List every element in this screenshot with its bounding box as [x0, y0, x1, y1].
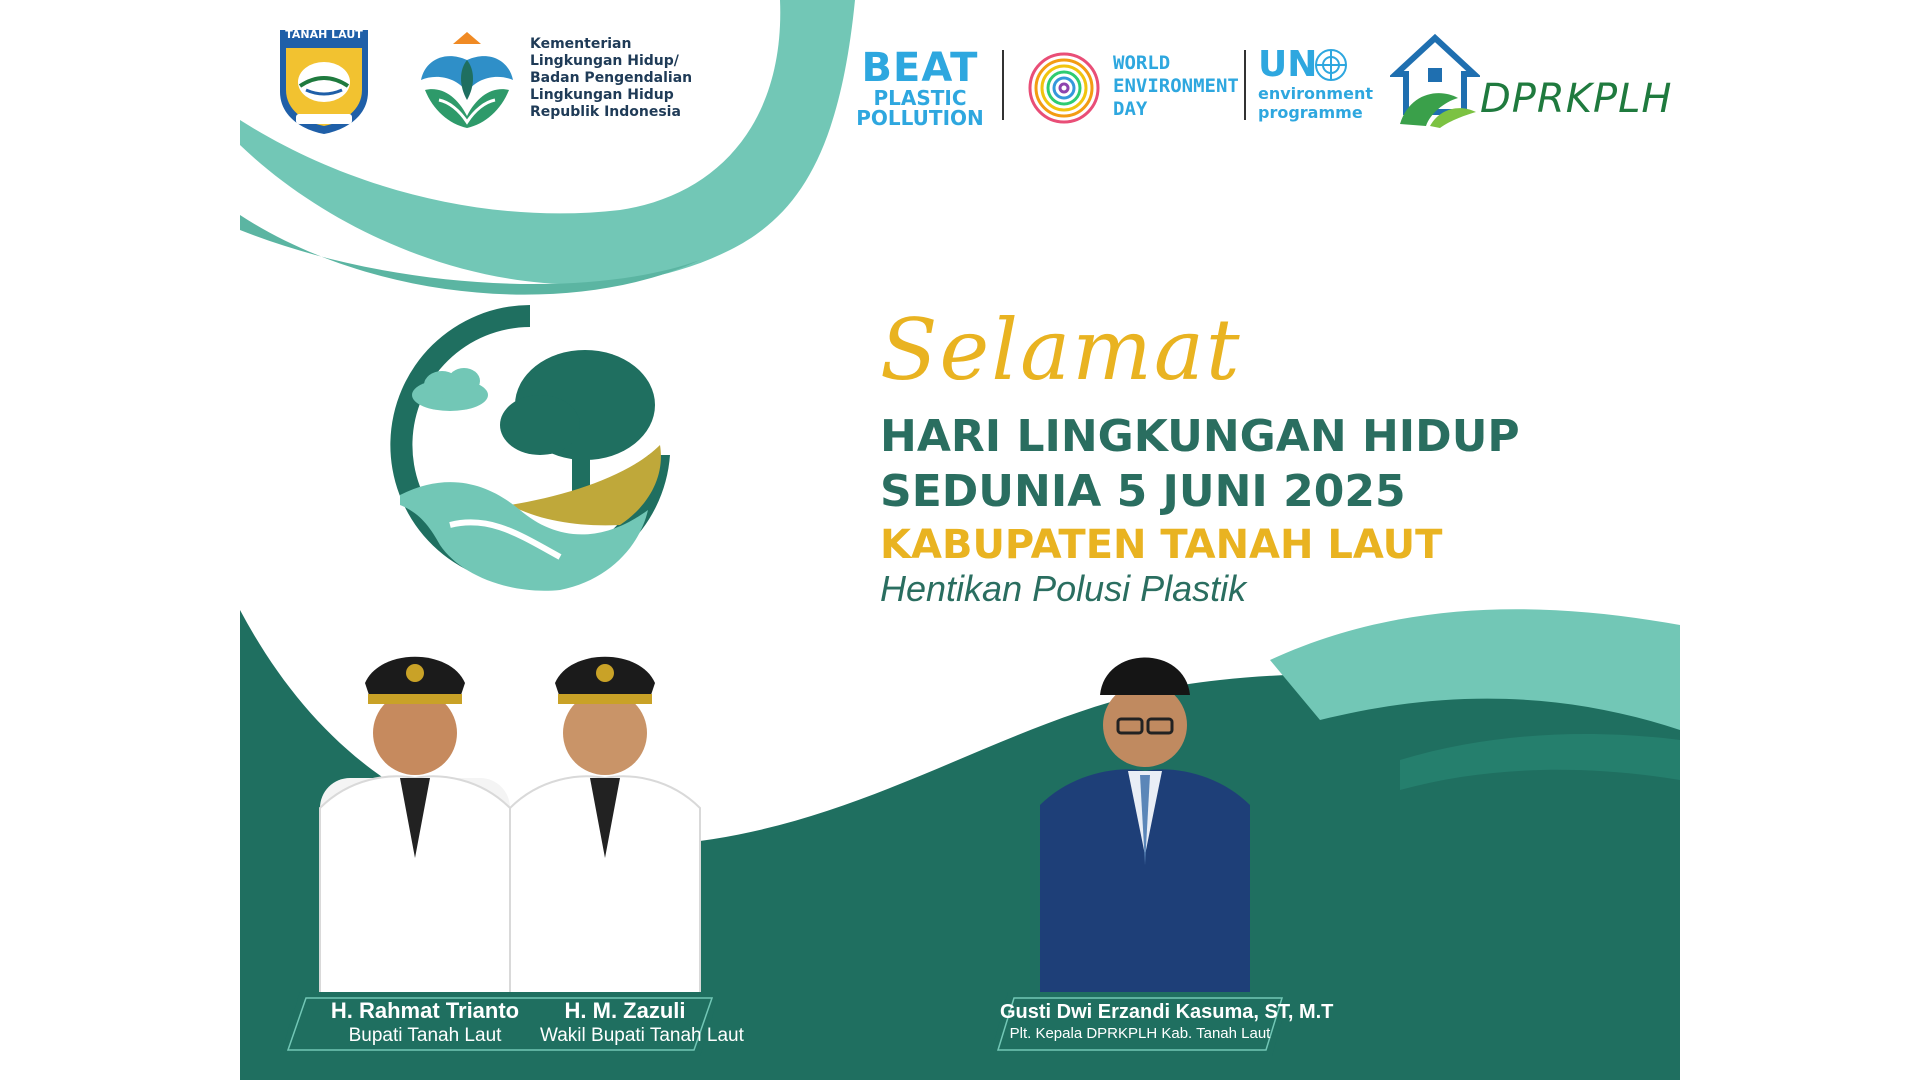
ministry-text-line: Badan Pengendalian [530, 70, 693, 86]
official-photo-kepala-dprkplh [1030, 625, 1260, 1000]
un-label: UN [1258, 44, 1318, 85]
beat-line: PLASTIC [873, 86, 967, 110]
official-title: Wakil Bupati Tanah Laut [540, 1025, 744, 1046]
logo-divider [1244, 50, 1246, 120]
dprkplh-house-icon [1390, 32, 1480, 128]
official-photo-wakil-bupati [500, 628, 710, 998]
official-card-wakil-bupati [540, 998, 744, 1047]
world-environment-day-text [1113, 52, 1239, 121]
official-title: Bupati Tanah Laut [348, 1025, 502, 1046]
official-name: Gusti Dwi Erzandi Kasuma, ST, M.T [1000, 1001, 1334, 1023]
official-name: H. Rahmat Trianto [330, 998, 520, 1023]
ministry-text-line: Kementerian [530, 36, 632, 52]
un-line: programme [1258, 103, 1363, 122]
wed-line: DAY [1113, 98, 1148, 120]
official-card-bupati [320, 998, 530, 1047]
official-name: H. M. Zazuli [564, 998, 686, 1023]
greeting-text: Selamat [880, 301, 1242, 399]
ministry-text-line: Lingkungan Hidup/ [530, 53, 679, 69]
headline-line-1: HARI LINGKUNGAN HIDUP [880, 411, 1520, 462]
regency-title: KABUPATEN TANAH LAUT [880, 522, 1443, 568]
beat-plastic-pollution-logo [850, 45, 990, 130]
un-line: environment [1258, 84, 1373, 103]
headline-line-2: SEDUNIA 5 JUNI 2025 [880, 466, 1406, 517]
wed-line: ENVIRONMENT [1113, 75, 1239, 97]
ministry-text [530, 36, 730, 121]
beat-line: POLLUTION [856, 106, 984, 130]
un-emblem-icon [1314, 48, 1348, 82]
crest-label: TANAH LAUT [285, 28, 363, 41]
theme-text: Hentikan Polusi Plastik [880, 568, 1247, 609]
fingerprint-icon [1026, 50, 1102, 126]
dprkplh-text: DPRKPLH [1480, 76, 1673, 122]
official-card-kepala-dprkplh [1000, 1000, 1334, 1043]
ministry-text-line: Lingkungan Hidup [530, 87, 674, 103]
poster [240, 0, 1680, 1080]
ministry-text-line: Republik Indonesia [530, 104, 681, 120]
ministry-logo [415, 30, 519, 132]
beat-line: BEAT [861, 45, 979, 91]
logo-divider [1002, 50, 1004, 120]
official-title: Plt. Kepala DPRKPLH Kab. Tanah Laut [1009, 1025, 1271, 1042]
tanah-laut-crest [276, 26, 372, 136]
wed-line: WORLD [1113, 52, 1171, 74]
official-photo-bupati [310, 628, 520, 998]
environment-emblem [380, 295, 680, 595]
